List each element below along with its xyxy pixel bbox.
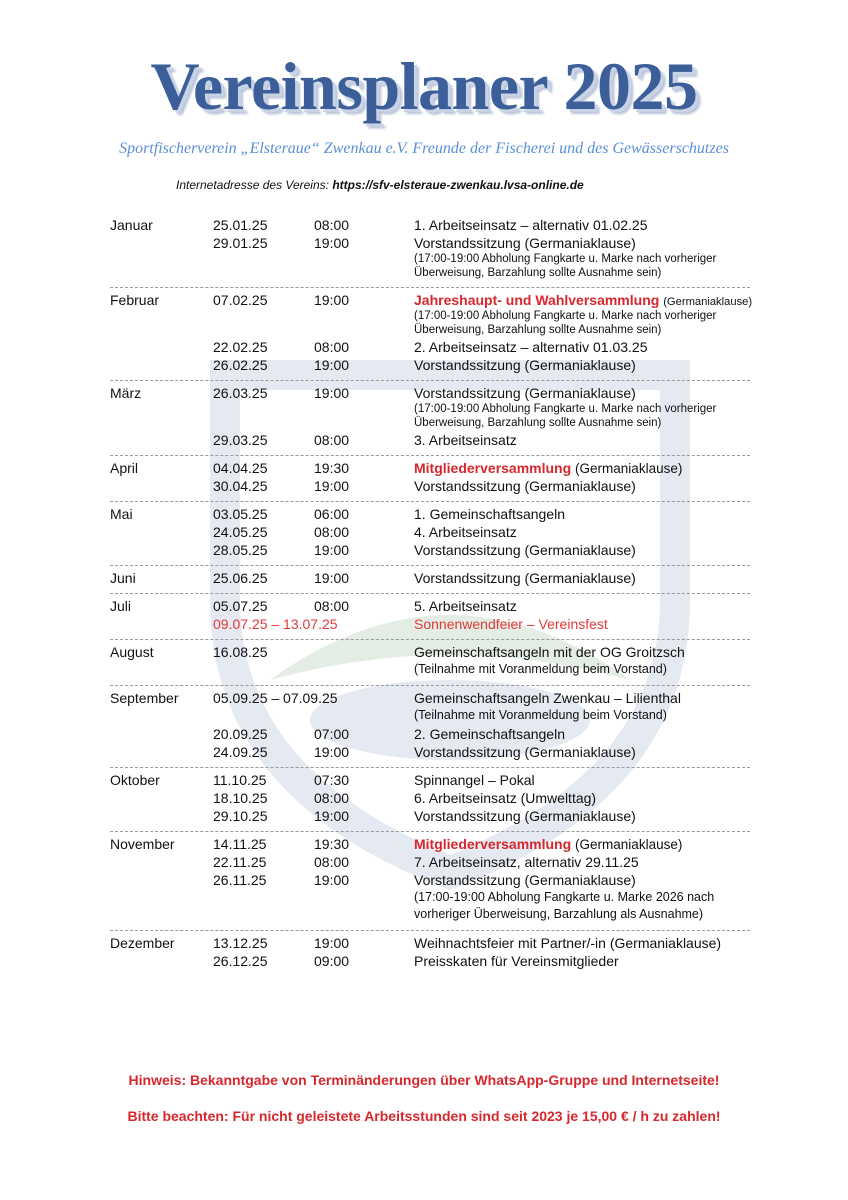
event-row	[110, 291, 753, 309]
event-time: 08:00	[314, 790, 350, 806]
event-time: 08:00	[314, 598, 350, 614]
event-date: 04.04.25	[213, 460, 268, 476]
event-time: 08:00	[314, 524, 350, 540]
event-title: Vorstandssitzung (Germaniaklause)	[414, 744, 636, 760]
event-time: 19:00	[314, 478, 350, 494]
event-date: 26.12.25	[213, 953, 268, 969]
event-row	[110, 643, 750, 661]
event-date: 26.11.25	[213, 872, 267, 888]
event-date: 09.07.25 – 13.07.25	[213, 616, 338, 632]
event-location: (Germaniaklause)	[663, 296, 753, 308]
event-date: 13.12.25	[213, 935, 268, 951]
month-juli	[110, 594, 750, 640]
month-juni	[110, 566, 750, 594]
website-url[interactable]: https://sfv-elsteraue-zwenkau.lvsa-online.de	[332, 178, 584, 192]
month-februar	[110, 288, 753, 381]
event-title: Vorstandssitzung (Germaniaklause)	[414, 542, 636, 558]
event-time: 19:00	[314, 292, 350, 308]
event-date: 11.10.25	[213, 772, 267, 788]
month-oktober	[110, 768, 750, 832]
event-title: Vorstandssitzung (Germaniaklause)	[414, 872, 636, 888]
month-name: Februar	[110, 292, 160, 308]
event-note: (17:00-19:00 Abholung Fangkarte u. Marke nach vorheriger Überweisung, Barzahlung sollte Ausnahme sein)	[414, 253, 717, 279]
website-line	[176, 178, 584, 192]
highlight-event: Mitgliederversammlung	[414, 836, 572, 852]
event-time: 19:00	[314, 357, 350, 373]
highlight-event: Mitgliederversammlung	[414, 460, 572, 476]
event-note: (Teilnahme mit Voranmeldung beim Vorstand)	[414, 662, 667, 676]
month-maerz	[110, 381, 750, 456]
month-september	[110, 686, 750, 768]
event-row	[110, 356, 750, 374]
event-location: (Germaniaklause)	[575, 837, 683, 852]
footer-notice: Bitte beachten: Für nicht geleistete Arbeitsstunden sind seit 2023 je 15,00 € / h zu zahlen!	[127, 1108, 721, 1124]
event-note: (17:00-19:00 Abholung Fangkarte u. Marke 2026 nach vorheriger Überweisung, Barzahlung als Ausnahme)	[414, 890, 715, 921]
event-row	[110, 384, 750, 402]
event-time: 08:00	[314, 854, 350, 870]
event-date: 26.03.25	[213, 385, 268, 401]
event-date: 25.06.25	[213, 570, 268, 586]
month-januar	[110, 213, 750, 288]
month-name: November	[110, 836, 175, 852]
event-time: 19:00	[314, 935, 350, 951]
event-row	[110, 234, 750, 252]
event-title: Vorstandssitzung (Germaniaklause)	[414, 235, 636, 251]
event-title: Vorstandssitzung (Germaniaklause)	[414, 385, 636, 401]
event-title: 1. Gemeinschaftsangeln	[414, 506, 565, 522]
month-name: Juli	[110, 598, 132, 614]
event-date: 24.05.25	[213, 524, 268, 540]
event-title: 2. Arbeitseinsatz – alternativ 01.03.25	[414, 339, 648, 355]
event-date: 07.02.25	[213, 292, 268, 308]
event-title: 7. Arbeitseinsatz, alternativ 29.11.25	[414, 854, 639, 870]
event-title: 1. Arbeitseinsatz – alternativ 01.02.25	[414, 217, 648, 233]
event-time: 19:00	[314, 808, 350, 824]
event-date: 14.11.25	[213, 836, 267, 852]
month-mai	[110, 502, 750, 566]
event-row	[110, 934, 750, 952]
page-title: Vereinsplaner 2025	[150, 48, 698, 124]
event-date: 05.09.25 – 07.09.25	[213, 690, 338, 706]
event-time: 19:00	[314, 235, 350, 251]
event-row	[110, 541, 750, 559]
event-title: 4. Arbeitseinsatz	[414, 524, 517, 540]
event-row	[110, 216, 750, 234]
month-august	[110, 640, 750, 686]
event-title: Vorstandssitzung (Germaniaklause)	[414, 478, 636, 494]
month-name: Mai	[110, 506, 133, 522]
event-time: 08:00	[314, 217, 350, 233]
event-row	[110, 771, 750, 789]
highlight-event: Jahreshaupt- und Wahlversammlung	[414, 292, 660, 308]
month-november	[110, 832, 750, 931]
event-date: 24.09.25	[213, 744, 268, 760]
event-time: 19:00	[314, 872, 350, 888]
event-row	[110, 431, 750, 449]
event-title: Spinnangel – Pokal	[414, 772, 535, 788]
event-time: 19:00	[314, 744, 350, 760]
event-row	[110, 615, 750, 633]
event-date: 29.03.25	[213, 432, 268, 448]
event-time: 19:00	[314, 570, 350, 586]
event-title: Vorstandssitzung (Germaniaklause)	[414, 357, 636, 373]
event-note: (Teilnahme mit Voranmeldung beim Vorstand)	[414, 708, 667, 722]
event-row	[110, 523, 750, 541]
event-date: 29.10.25	[213, 808, 268, 824]
event-title: Preisskaten für Vereinsmitglieder	[414, 953, 619, 969]
event-title: 2. Gemeinschaftsangeln	[414, 726, 565, 742]
event-row	[110, 807, 750, 825]
event-row	[110, 952, 750, 970]
event-row	[110, 871, 750, 889]
event-row	[110, 338, 750, 356]
month-name: August	[110, 644, 154, 660]
event-time: 07:00	[314, 726, 350, 742]
event-date: 25.01.25	[213, 217, 268, 233]
event-title: 5. Arbeitseinsatz	[414, 598, 517, 614]
event-title	[414, 459, 682, 478]
event-date: 16.08.25	[213, 644, 268, 660]
event-title	[414, 835, 682, 854]
event-title: Weihnachtsfeier mit Partner/-in (Germaniaklause)	[414, 935, 722, 951]
event-title: Vorstandssitzung (Germaniaklause)	[414, 808, 636, 824]
month-name: April	[110, 460, 139, 476]
event-row	[110, 789, 750, 807]
event-time: 19:00	[314, 542, 350, 558]
event-date: 05.07.25	[213, 598, 268, 614]
month-name: Januar	[110, 217, 153, 233]
event-time: 08:00	[314, 432, 350, 448]
event-location: (Germaniaklause)	[575, 461, 683, 476]
event-time: 19:30	[314, 460, 350, 476]
event-row	[110, 597, 750, 615]
event-date: 29.01.25	[213, 235, 268, 251]
event-note: (17:00-19:00 Abholung Fangkarte u. Marke nach vorheriger Überweisung, Barzahlung sollte Ausnahme sein)	[414, 403, 717, 429]
event-title: 3. Arbeitseinsatz	[414, 432, 517, 448]
month-name: September	[110, 690, 179, 706]
event-date: 30.04.25	[213, 478, 268, 494]
month-name: Juni	[110, 570, 136, 586]
event-title: Gemeinschaftsangeln mit der OG Groitzsch	[414, 644, 685, 660]
event-time: 09:00	[314, 953, 350, 969]
event-date: 03.05.25	[213, 506, 268, 522]
event-schedule	[110, 213, 753, 976]
event-row	[110, 835, 750, 853]
event-row	[110, 477, 750, 495]
event-date: 18.10.25	[213, 790, 268, 806]
event-time: 19:00	[314, 385, 350, 401]
month-april	[110, 456, 750, 502]
website-label: Internetadresse des Vereins:	[176, 178, 329, 192]
month-name: März	[110, 385, 142, 401]
event-note: (17:00-19:00 Abholung Fangkarte u. Marke nach vorheriger Überweisung, Barzahlung sollte Ausnahme sein)	[414, 310, 717, 336]
month-name: Dezember	[110, 935, 175, 951]
event-row	[110, 853, 750, 871]
event-date: 26.02.25	[213, 357, 268, 373]
event-date: 22.11.25	[213, 854, 267, 870]
event-title: 6. Arbeitseinsatz (Umwelttag)	[414, 790, 597, 806]
footer-hint: Hinweis: Bekanntgabe von Terminänderungen über WhatsApp-Gruppe und Internetseite!	[128, 1072, 720, 1088]
club-subtitle: Sportfischerverein „Elsteraue“ Zwenkau e.V. Freunde der Fischerei und des Gewässerschutzes	[119, 140, 729, 157]
month-dezember	[110, 931, 750, 976]
event-row	[110, 743, 750, 761]
event-title: Vorstandssitzung (Germaniaklause)	[414, 570, 636, 586]
month-name: Oktober	[110, 772, 160, 788]
event-row	[110, 459, 750, 477]
event-title: Gemeinschaftsangeln Zwenkau – Lilienthal	[414, 690, 681, 706]
event-time: 07:30	[314, 772, 350, 788]
event-title	[414, 291, 752, 311]
event-date: 20.09.25	[213, 726, 268, 742]
event-title: Sonnenwendfeier – Vereinsfest	[414, 616, 608, 632]
event-date: 28.05.25	[213, 542, 268, 558]
event-row	[110, 505, 750, 523]
event-time: 06:00	[314, 506, 350, 522]
event-row	[110, 725, 750, 743]
event-row	[110, 689, 750, 707]
event-time: 08:00	[314, 339, 350, 355]
event-time: 19:30	[314, 836, 350, 852]
event-date: 22.02.25	[213, 339, 268, 355]
event-row	[110, 569, 750, 587]
